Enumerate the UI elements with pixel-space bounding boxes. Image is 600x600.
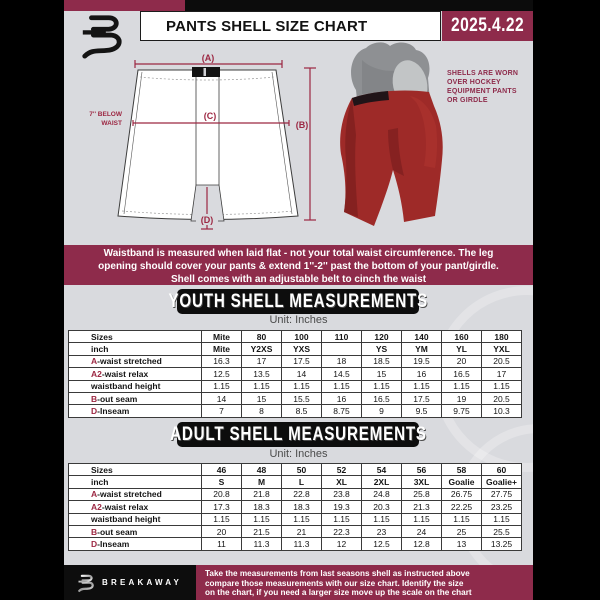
top-black-strip — [185, 0, 533, 11]
value-cell: 12.5 — [202, 368, 242, 380]
table-row — [69, 405, 522, 417]
value-cell: 1.15 — [402, 513, 442, 525]
value-cell: S — [202, 476, 242, 488]
row-label: inch — [69, 476, 202, 488]
value-cell: 25.5 — [482, 525, 522, 537]
value-cell: YXL — [482, 343, 522, 355]
value-cell: 3XL — [402, 476, 442, 488]
value-cell: 1.15 — [442, 380, 482, 392]
value-cell: 1.15 — [442, 513, 482, 525]
value-cell: 16 — [322, 392, 362, 404]
value-cell: 80 — [242, 331, 282, 343]
value-cell: Mite — [202, 343, 242, 355]
row-label: B-out seam — [69, 525, 202, 537]
value-cell: 20.5 — [482, 355, 522, 367]
row-label: waistband height — [69, 380, 202, 392]
value-cell: L — [282, 476, 322, 488]
row-label: waistband height — [69, 513, 202, 525]
table-row — [69, 525, 522, 537]
value-cell: 12 — [322, 538, 362, 550]
label-d: (D) — [200, 215, 214, 225]
value-cell: 16.5 — [362, 392, 402, 404]
row-label: D-Inseam — [69, 538, 202, 550]
value-cell: 22.25 — [442, 501, 482, 513]
value-cell: 25 — [442, 525, 482, 537]
value-cell: 23.25 — [482, 501, 522, 513]
value-cell: 1.15 — [362, 380, 402, 392]
value-cell: 1.15 — [482, 513, 522, 525]
value-cell: 1.15 — [282, 513, 322, 525]
value-cell: 20.5 — [482, 392, 522, 404]
value-cell: XL — [322, 476, 362, 488]
value-cell: YXS — [282, 343, 322, 355]
youth-measurements-table — [68, 330, 522, 418]
value-cell: 18 — [322, 355, 362, 367]
value-cell: 23.8 — [322, 488, 362, 500]
value-cell: 15 — [242, 392, 282, 404]
value-cell: 27.75 — [482, 488, 522, 500]
row-label: D-Inseam — [69, 405, 202, 417]
value-cell: 1.15 — [362, 513, 402, 525]
pants-measurement-diagram — [80, 50, 330, 235]
value-cell: 13.5 — [242, 368, 282, 380]
value-cell: 16 — [402, 368, 442, 380]
row-label: Sizes — [69, 464, 202, 476]
value-cell: 54 — [362, 464, 402, 476]
value-cell: 1.15 — [482, 380, 522, 392]
document-page — [64, 0, 533, 600]
value-cell: 58 — [442, 464, 482, 476]
page-title: PANTS SHELL SIZE CHART — [140, 11, 441, 41]
value-cell: 9.5 — [402, 405, 442, 417]
value-cell: 22.8 — [282, 488, 322, 500]
table-row — [69, 331, 522, 343]
value-cell: Y2XS — [242, 343, 282, 355]
value-cell: 15 — [362, 368, 402, 380]
breakaway-footer-logo-icon — [77, 572, 95, 594]
value-cell: 9 — [362, 405, 402, 417]
value-cell: 8 — [242, 405, 282, 417]
youth-heading-text: YOUTH SHELL MEASUREMENTS — [168, 290, 428, 312]
value-cell: 20 — [202, 525, 242, 537]
value-cell: 13 — [442, 538, 482, 550]
value-cell: 18.5 — [362, 355, 402, 367]
value-cell: 24 — [402, 525, 442, 537]
value-cell: 60 — [482, 464, 522, 476]
value-cell: 11.3 — [282, 538, 322, 550]
date-badge — [442, 11, 533, 41]
shell-photo — [332, 40, 454, 230]
value-cell: 21.5 — [242, 525, 282, 537]
value-cell: 16.3 — [202, 355, 242, 367]
value-cell: 1.15 — [322, 380, 362, 392]
value-cell: 20 — [442, 355, 482, 367]
row-label: Sizes — [69, 331, 202, 343]
value-cell: 18.3 — [242, 501, 282, 513]
value-cell: 110 — [322, 331, 362, 343]
value-cell: 21 — [282, 525, 322, 537]
value-cell: 19.5 — [402, 355, 442, 367]
footer-brand-bar — [64, 565, 196, 600]
value-cell: 1.15 — [242, 380, 282, 392]
youth-section-heading — [168, 289, 428, 314]
value-cell: 8.5 — [282, 405, 322, 417]
adult-section-heading — [169, 422, 427, 447]
row-label: A2-waist relax — [69, 501, 202, 513]
value-cell: 20.8 — [202, 488, 242, 500]
waistband-instruction-banner: Waistband is measured when laid flat - not your total waist circumference. The leg opening should cover your pants & extend 1''-2'' past the bottom of your pant/girdle. Shell comes with an adjustable belt to cinch the waist — [64, 245, 533, 285]
shell-note: SHELLS ARE WORN OVER HOCKEY EQUIPMENT PANTS OR GIRDLE — [447, 70, 519, 104]
table-row — [69, 380, 522, 392]
label-a: (A) — [201, 53, 215, 63]
youth-unit-label: Unit: Inches — [269, 314, 328, 326]
row-label: B-out seam — [69, 392, 202, 404]
value-cell: 1.15 — [202, 380, 242, 392]
value-cell: 9.75 — [442, 405, 482, 417]
value-cell: 17 — [482, 368, 522, 380]
table-row — [69, 513, 522, 525]
label-c: (C) — [203, 111, 217, 121]
date-text: 2025.4.22 — [450, 15, 525, 36]
value-cell: Goalie+ — [482, 476, 522, 488]
value-cell: 11 — [202, 538, 242, 550]
value-cell: 1.15 — [402, 380, 442, 392]
value-cell: 56 — [402, 464, 442, 476]
table-row — [69, 464, 522, 476]
value-cell: Mite — [202, 331, 242, 343]
table-row — [69, 368, 522, 380]
value-cell: 21.8 — [242, 488, 282, 500]
value-cell: 11.3 — [242, 538, 282, 550]
value-cell: 7 — [202, 405, 242, 417]
value-cell: 26.75 — [442, 488, 482, 500]
value-cell: 120 — [362, 331, 402, 343]
value-cell: 1.15 — [202, 513, 242, 525]
value-cell: 10.3 — [482, 405, 522, 417]
value-cell: YS — [362, 343, 402, 355]
value-cell: 19 — [442, 392, 482, 404]
measure-line-b — [304, 68, 316, 220]
buckle-slit — [204, 68, 207, 76]
value-cell: 14.5 — [322, 368, 362, 380]
table-row — [69, 392, 522, 404]
table-row — [69, 501, 522, 513]
footer-instructions: Take the measurements from last seasons shell as instructed above compare those measurements with our size chart. Identify the size on the chart, if you need a larger size move up the scale on the chart — [196, 565, 533, 600]
value-cell: M — [242, 476, 282, 488]
value-cell: 140 — [402, 331, 442, 343]
value-cell: 17.5 — [282, 355, 322, 367]
value-cell: 13.25 — [482, 538, 522, 550]
table-row — [69, 476, 522, 488]
adult-unit-label: Unit: Inches — [269, 448, 328, 460]
value-cell: 25.8 — [402, 488, 442, 500]
value-cell: 21.3 — [402, 501, 442, 513]
value-cell: 23 — [362, 525, 402, 537]
table-row — [69, 355, 522, 367]
top-maroon-strip — [64, 0, 185, 11]
value-cell: 24.8 — [362, 488, 402, 500]
row-label: A2-waist relax — [69, 368, 202, 380]
value-cell: 17.5 — [402, 392, 442, 404]
value-cell: Goalie — [442, 476, 482, 488]
label-b: (B) — [295, 120, 309, 130]
value-cell — [322, 343, 362, 355]
value-cell: 1.15 — [242, 513, 282, 525]
value-cell: 48 — [242, 464, 282, 476]
value-cell: 12.8 — [402, 538, 442, 550]
value-cell: 12.5 — [362, 538, 402, 550]
adult-heading-text: ADULT SHELL MEASUREMENTS — [169, 423, 427, 445]
value-cell: 180 — [482, 331, 522, 343]
value-cell: 14 — [282, 368, 322, 380]
table-row — [69, 343, 522, 355]
row-label: A-waist stretched — [69, 355, 202, 367]
value-cell: 22.3 — [322, 525, 362, 537]
value-cell: 160 — [442, 331, 482, 343]
value-cell: 46 — [202, 464, 242, 476]
row-label: A-waist stretched — [69, 488, 202, 500]
adult-measurements-table — [68, 463, 522, 551]
value-cell: YL — [442, 343, 482, 355]
value-cell: 19.3 — [322, 501, 362, 513]
waist-note-line2: WAIST — [101, 120, 122, 127]
value-cell: 14 — [202, 392, 242, 404]
table-row — [69, 538, 522, 550]
value-cell: 20.3 — [362, 501, 402, 513]
value-cell: 50 — [282, 464, 322, 476]
value-cell: 2XL — [362, 476, 402, 488]
value-cell: 52 — [322, 464, 362, 476]
value-cell: YM — [402, 343, 442, 355]
value-cell: 1.15 — [282, 380, 322, 392]
value-cell: 16.5 — [442, 368, 482, 380]
value-cell: 18.3 — [282, 501, 322, 513]
value-cell: 100 — [282, 331, 322, 343]
waist-note-line1: 7'' BELOW — [89, 111, 122, 118]
value-cell: 8.75 — [322, 405, 362, 417]
table-row — [69, 488, 522, 500]
value-cell: 1.15 — [322, 513, 362, 525]
value-cell: 17 — [242, 355, 282, 367]
row-label: inch — [69, 343, 202, 355]
value-cell: 15.5 — [282, 392, 322, 404]
value-cell: 17.3 — [202, 501, 242, 513]
brand-wordmark: BREAKAWAY — [102, 578, 183, 587]
